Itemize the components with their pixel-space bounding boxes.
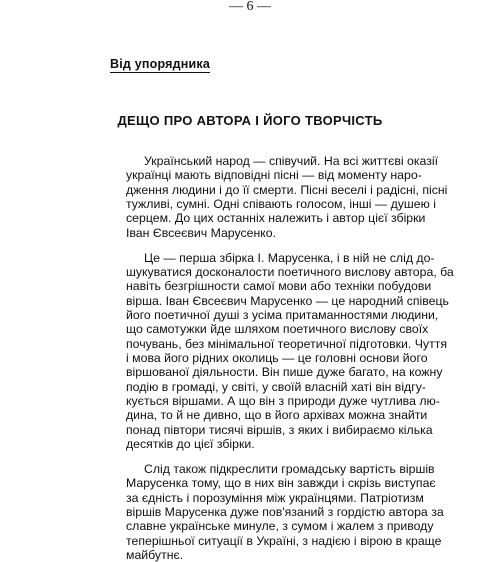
text-line: почувань, без мінімальної теоретичної підготовки. Чуття — [126, 336, 447, 351]
section-label: Від упорядника — [110, 57, 210, 71]
text-line: українці мають відповідні пісні — від моменту наро- — [126, 168, 422, 183]
text-line: Це — перша збірка І. Марусенка, і в ній не слід до- — [144, 250, 435, 265]
text-line: Український народ — співучий. На всі життєві оказії — [144, 154, 439, 168]
text-line: вірша. Іван Євсеєвич Марусенко — це народний співець — [126, 293, 449, 308]
article-title: ДЕЩО ПРО АВТОРА І ЙОГО ТВОРЧІСТЬ — [117, 113, 383, 128]
text-line: і мова його рідних околиць — це головні основи його — [126, 350, 428, 365]
text-line: шукуватися досконалости поетичного вислову автора, ба — [126, 264, 454, 279]
article-body — [108, 154, 454, 562]
text-line: віршів Марусенка дуже пов'язаний з гордістю автора за — [126, 504, 444, 519]
text-line: навіть безгрішности самої мови або техніки побудови — [126, 279, 432, 294]
text-line: за єдність і порозуміння між українцями. Патріотизм — [126, 490, 424, 505]
text-line: понад півтори тисячі віршів, з яких і вибираємо кілька — [126, 422, 433, 437]
text-line: Слід також підкреслити громадську вартість віршів — [144, 461, 435, 476]
text-line: Марусенка тому, що в них він завжди і скрізь виступає — [126, 476, 436, 491]
text-line: кується віршами. А що він з природи дуже чутлива лю- — [126, 394, 440, 408]
page-number: — 6 — — [229, 0, 271, 14]
text-line: десятків до цієї збірки. — [126, 437, 255, 452]
text-line: що самотужки йде шляхом поетичного вислову своїх — [126, 322, 429, 337]
text-line: Іван Євсеєвич Марусенко. — [126, 225, 277, 240]
text-line: його поетичної душі з усіма притаманностями людини, — [126, 307, 439, 322]
text-line: серцем. До цих останніх належить і автор цієї збірки — [126, 211, 426, 226]
text-line: майбутнє. — [126, 547, 184, 562]
text-line: дина, то й не дивно, що в його архівах можна знайти — [126, 408, 428, 423]
text-line: дження людини і до її смерти. Пісні веселі і радісні, пісні — [126, 182, 448, 197]
paragraph-2 — [108, 250, 454, 452]
paragraph-3 — [108, 461, 444, 562]
text-line: тужливі, сумні. Одні співають голосом, інші — душею і — [126, 197, 436, 212]
text-line: славне українське минуле, з сумом і жалем з приводу — [126, 519, 434, 534]
text-line: віршованої діяльности. Він пише дуже багато, на кожну — [126, 365, 443, 380]
text-line: подію в громаді, у світі, у своїй власній хаті він відгу- — [126, 379, 426, 394]
paragraph-1 — [108, 154, 448, 240]
text-line: теперішньої ситуації в Україні, з надією і вірою в краще — [126, 533, 442, 548]
